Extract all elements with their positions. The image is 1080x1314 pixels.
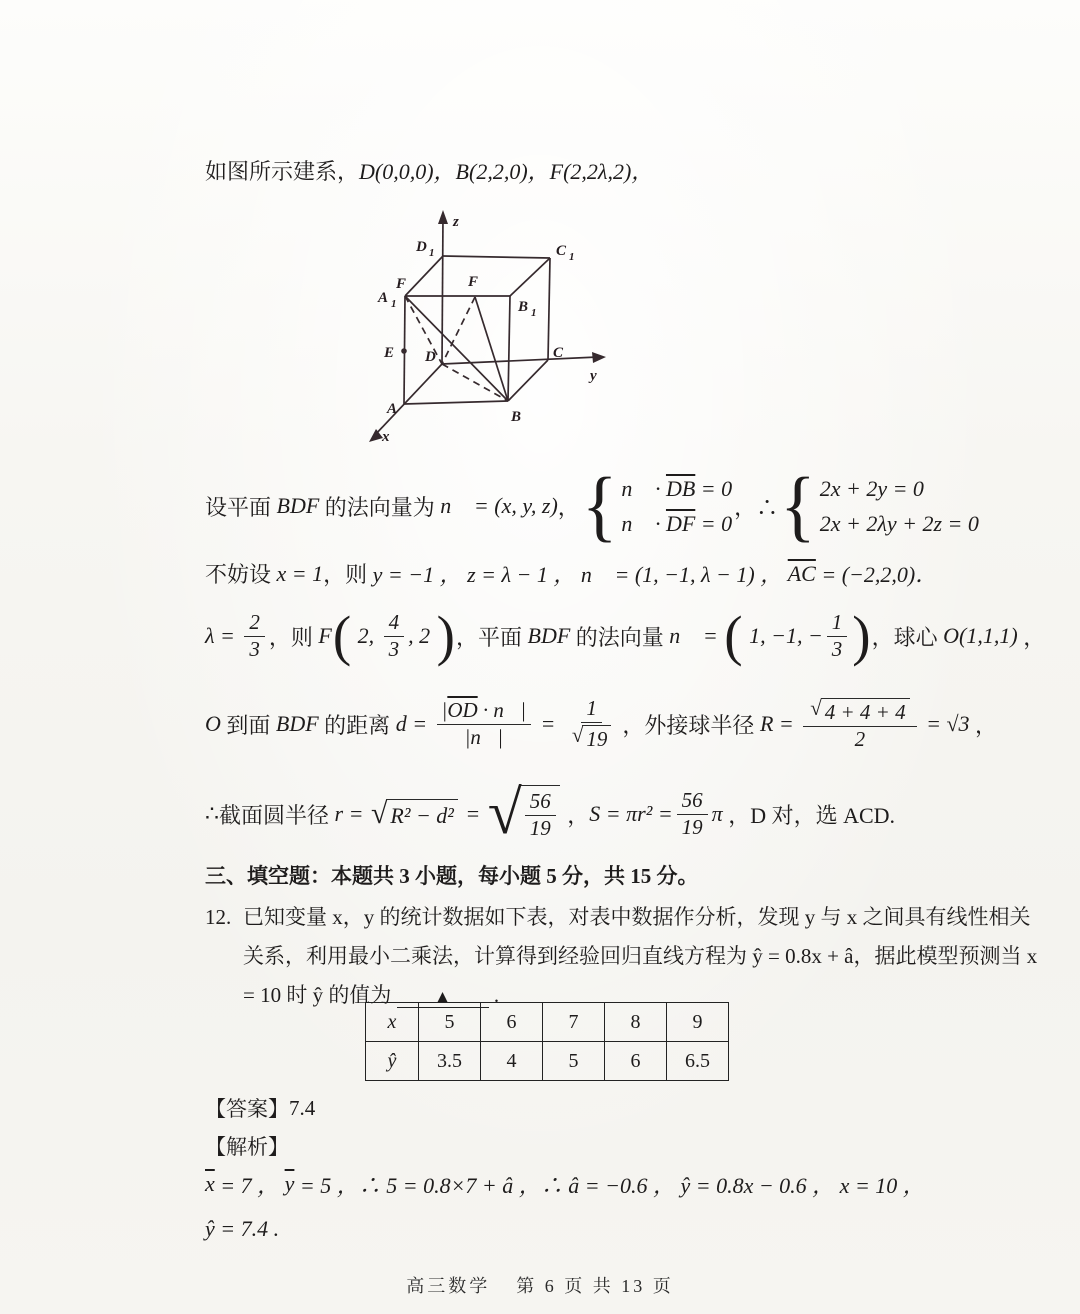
label-F-top: F (468, 274, 479, 290)
solution-line-lambda: λ = $\frac{2}{3}$ ，则 F ( 2, $\frac{4}{3}$ , 2 ) ，平面 BDF 的法向量 n⃗ = ( 1, −1, − $\frac{1}{3}$ ) ，球心 O(1,1,1) ， (205, 604, 1046, 667)
text-choose-ACD: ，D 对，选 ACD. (722, 802, 896, 828)
vertex-labels (377, 214, 597, 445)
cases-dot-products: { n⃗ · $\overline{DB} = 0$ n⃗ · $\overline{DF} = 0$ (581, 461, 733, 551)
label-B: B (511, 409, 522, 425)
math-F: F (318, 623, 332, 648)
answer-blank: ▲ (397, 988, 489, 1008)
x-axis (374, 364, 442, 436)
fraction-56-19: $\frac{56}{19}$ (677, 789, 708, 839)
footer-page-info: 第 6 页 共 13 页 (516, 1276, 674, 1296)
z-axis (442, 216, 443, 364)
segment-FD (442, 297, 475, 364)
text-fa-xiang-liang-wei: 的法向量为 (319, 494, 441, 520)
math-x-equals-1: x = 1 (276, 560, 324, 586)
fraction-sqrt444-2: √ 4 + 4 + 4 2 (803, 697, 916, 751)
equals: = (459, 801, 486, 826)
footer-course: 高三数学 (406, 1276, 491, 1296)
x-arrowhead (369, 429, 383, 442)
math-d-eq: d = (395, 711, 433, 736)
equation-row-2: 2x + 2λy + 2z = 0 (819, 510, 979, 536)
text-daomian: 到面 (220, 712, 276, 738)
segment-FB (475, 297, 508, 401)
row-header-y-hat: ŷ (366, 1042, 419, 1081)
numerator-OD-n: $|\overline{OD}$ · n⃗| (437, 699, 531, 725)
equals: = (535, 711, 561, 736)
table-row-x: x 5 6 7 8 9 (366, 1003, 729, 1042)
math-AC-value: = (−2,2,0)． (815, 562, 938, 587)
question-12 (205, 898, 1037, 1015)
comma: ， (1017, 624, 1046, 650)
analysis-line (205, 1131, 289, 1161)
label-F-near-A1: F (396, 276, 407, 292)
math-O: O (205, 711, 221, 736)
table-row-y-hat: ŷ 3.5 4 5 6 6.5 (366, 1042, 729, 1081)
section-heading-fill-in: 三、填空题：本题共 3 小题，每小题 5 分，共 15 分。 (205, 864, 699, 888)
text-pingmian: ，平面 (456, 624, 528, 650)
text-faxiangliang: 的法向量 (570, 624, 670, 650)
equation-row-1: 2x + 2y = 0 (819, 475, 924, 501)
z-arrowhead (438, 210, 448, 224)
solution-final-value: ŷ = 7.4 . (205, 1216, 280, 1241)
label-x: x (382, 429, 390, 445)
math-R-eq: R = (759, 711, 800, 736)
intro-line (205, 155, 653, 186)
page-footer (0, 1272, 1080, 1298)
statistics-table (365, 1002, 729, 1081)
question-number: 12. (205, 905, 232, 929)
math-r-eq: r = (334, 801, 369, 826)
text-she-pingmian: 设平面 (205, 494, 277, 520)
math-BDF: BDF (275, 711, 319, 736)
fraction-1-3: $\frac{1}{3}$ (827, 611, 848, 661)
fraction-4-3: $\frac{4}{3}$ (384, 611, 405, 661)
label-A1: A (378, 290, 389, 306)
solution-line-normal-vector (205, 458, 981, 554)
therefore: ∴ (205, 801, 219, 826)
solution-line-assume-x1 (205, 558, 937, 589)
label-D1: D (416, 239, 427, 255)
math-lambda-eq: λ = (205, 623, 241, 648)
fraction-OD-dot-n (437, 699, 531, 749)
therefore-separator: ，∴ (734, 494, 779, 520)
q12-line-2: 关系，利用最小二乘法，计算得到经验回归直线方程为 ŷ = 0.8x + â，据此模型预测当 x (243, 944, 1038, 968)
math-O-111: O(1,1,1) (943, 623, 1018, 648)
y-arrowhead (592, 352, 606, 363)
answer-label: 【答案】 (205, 1097, 289, 1121)
segment-A1D (405, 296, 442, 364)
y-bar: $\overline{y}$ (284, 1171, 295, 1196)
math-n-eq: n⃗ = (669, 623, 724, 648)
answer-line (205, 1093, 315, 1123)
cases-linear-equations: { 2x + 2y = 0 2x + 2λy + 2z = 0 (780, 461, 979, 551)
diagonal-A1B (405, 296, 508, 401)
label-A: A (387, 401, 398, 417)
math-y-z-n: y = −1 ， z = λ − 1 ， n⃗ = (1, −1, λ − 1) ， (372, 562, 788, 587)
solution-computation-line: $\overline{x}$ = 7 ， $\overline{y}$ = 5 ，∴ 5 = 0.8×7 + â ，∴ â = −0.6 ， ŷ = 0.8x − 0.6 ， x = 10 ， (205, 1171, 925, 1198)
text-jiemianyuan: 截面圆半径 (219, 802, 335, 828)
label-C1: C (556, 243, 567, 259)
vector-AC: $\overline{AC}$ (787, 560, 816, 586)
answer-value: 7.4 (289, 1095, 316, 1120)
math-comma-2: , 2 (408, 623, 436, 648)
point-E-dot (401, 348, 407, 354)
intro-coordinates: D(0,0,0)，B(2,2,0)，F(2,2λ,2)， (359, 159, 654, 184)
fraction-2-3: $\frac{2}{3}$ (244, 611, 265, 661)
cases-rows (820, 476, 979, 537)
label-C: C (553, 345, 564, 361)
text-juli: 的距离 (318, 712, 396, 738)
label-B1: B (518, 299, 529, 315)
x-bar: $\overline{x}$ (205, 1171, 215, 1196)
numerator-sqrt444: √ 4 + 4 + 4 (803, 697, 916, 727)
row-header-x: x (366, 1003, 419, 1042)
math-n-xyz: n⃗ = (x, y, z) (440, 493, 558, 518)
label-E: E (384, 345, 395, 361)
sqrt-56-19: √ $\frac{56}{19}$ (488, 785, 560, 842)
label-D: D (425, 349, 436, 365)
text-ze: ，则 (323, 562, 373, 587)
math-S-eq: S = πr² = (589, 801, 673, 826)
text-bufangshe: 不妨设 (205, 562, 277, 587)
label-z: z (453, 214, 459, 230)
sqrt-R2-d2: √ R² − d² (371, 799, 458, 829)
math-components: 1, −1, − (743, 623, 823, 648)
case-row-2: n⃗ · $\overline{DF} = 0$ (621, 510, 733, 536)
comma: ， (969, 712, 998, 738)
label-B1-sub: 1 (531, 307, 537, 319)
q12-line-1: 12. 已知变量 x，y 的统计数据如下表，对表中数据作分析，发现 y 与 x 之间具有线性相关 (205, 898, 1037, 937)
q12-line-3: = 10 时 ŷ 的值为 ▲ . (243, 983, 500, 1007)
math-BDF: BDF (527, 623, 571, 648)
label-C1-sub: 1 (569, 251, 575, 263)
text-ze: ，则 (268, 624, 319, 650)
denominator-abs-n: |n⃗| (464, 724, 503, 749)
label-y: y (590, 368, 597, 384)
comma: ， (561, 802, 590, 828)
text-qiuxin: ，球心 (871, 624, 944, 650)
math-2-comma: 2, (352, 623, 380, 648)
math-sqrt3: = √3 (920, 711, 970, 736)
vector-OD: $\overline{OD}$ (447, 697, 478, 722)
analysis-label: 【解析】 (205, 1135, 289, 1159)
cube-coordinate-figure (330, 198, 620, 448)
solution-line-section-circle (205, 776, 895, 852)
denominator-sqrt19: √ 19 (565, 723, 619, 752)
fraction-1-sqrt19: 1 √ 19 (565, 697, 619, 751)
text-waijieqiu: ，外接球半径 (622, 712, 760, 738)
comma: ， (557, 494, 580, 520)
case-row-1: n⃗ · $\overline{DB} = 0$ (621, 475, 733, 501)
cases-rows (621, 476, 732, 537)
intro-text-cn: 如图所示建系， (205, 159, 360, 184)
math-pi: π (711, 801, 723, 826)
label-A1-sub: 1 (391, 298, 397, 310)
solution-line-distance (205, 680, 997, 768)
math-BDF: BDF (276, 493, 320, 518)
label-D1-sub: 1 (429, 247, 435, 259)
